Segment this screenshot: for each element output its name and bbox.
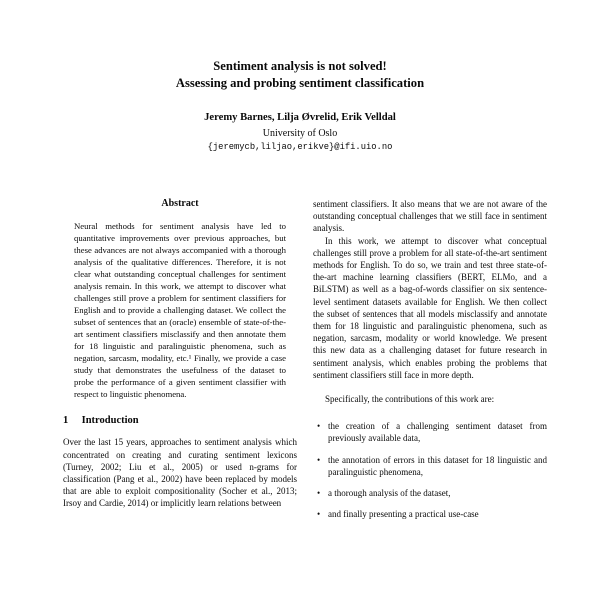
authors-line: Jeremy Barnes, Lilja Øvrelid, Erik Velldal [204,112,396,123]
paper-title [0,58,600,92]
affiliation-line: University of Oslo [262,128,338,139]
two-column-body [63,198,547,529]
title-line-1: Sentiment analysis is not solved! [213,59,387,73]
contribution-item-3: • a thorough analysis of the dataset, [317,487,547,499]
approach-paragraph: In this work, we attempt to discover what conceptual challenges still prove a problem for all state-of-the-art sentiment methods for English. To do so, we train and test three state-of-the-art machine learning classifiers (BERT, ELMo, and a BiLSTM) as well as a bag-of-words classifier on six sentence-level sentiment datasets available for English. We then collect the subset of sentences that all models misclassify and annotate them for 18 linguistic and paralinguistic phenomena, such as negation, sarcasm, modality or world knowledge. We present this new data as a challenging dataset for future research in sentiment analysis, which enables probing the problems that sentiment classifiers still face in more depth. [313,235,547,380]
contribution-item-4: • and finally presenting a practical use-case [317,508,547,520]
abstract-heading: Abstract [161,198,199,209]
abstract-text: Neural methods for sentiment analysis have led to quantitative improvements over previous approaches, but these advances are not always accompanied with a thorough analysis of the qualitative differences. Therefore, it is not clear what outstanding conceptual challenges for sentiment analysis remain. In this work, we attempt to discover what challenges still prove a problem for sentiment classifiers for English and to provide a challenging dataset. We collect the subset of sentences that an (oracle) ensemble of state-of-the-art sentiment classifiers misclassify and then annotate them for 18 linguistic and paralinguistic phenomena, such as negation, sarcasm, modality, etc.¹ Finally, we provide a case study that demonstrates the usefulness of the dataset to probe the performance of a given sentiment classifier with respect to linguistic phenomena. [74,221,286,400]
contribution-item-2: • the annotation of errors in this dataset for 18 linguistic and paralinguistic phenomena, [317,454,547,478]
title-line-2: Assessing and probing sentiment classification [175,76,425,90]
section-1-heading [63,415,297,427]
email-line: {jeremycb,liljao,erikve}@ifi.uio.no [207,142,393,152]
front-matter [0,58,600,152]
intro-paragraph: Over the last 15 years, approaches to sentiment analysis which concentrated on creating and curating sentiment lexicons (Turney, 2002; Liu et al., 2005) or used n-grams for classification (Pang et al., 2002) have been replaced by models that are able to exploit compositionality (Socher et al., 2013; Irsoy and Cardie, 2014) or implicitly learn relations between [63,437,297,509]
contribution-item-1: • the creation of a challenging sentiment dataset from previously available data, [317,420,547,444]
continuation-paragraph: sentiment classifiers. It also means that we are not aware of the outstanding conceptual challenges that we still face in sentiment analysis. [313,199,547,234]
contributions-list [317,420,547,520]
section-number: 1 [63,415,69,427]
right-column [313,198,547,529]
left-column [63,198,297,529]
contributions-lead: Specifically, the contributions of this work are: [325,394,495,405]
section-title: Introduction [81,415,139,427]
